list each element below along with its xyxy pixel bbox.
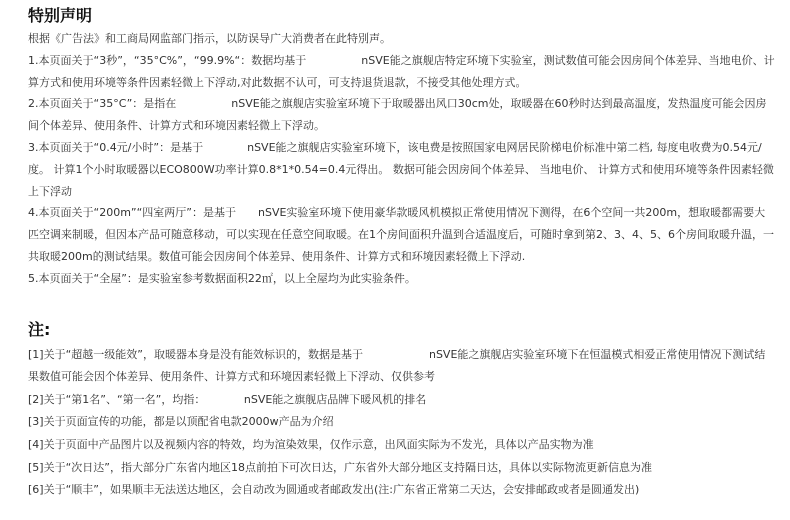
statement-item-5: 5.本页面关于“全屋”：是实验室参考数据面积22㎡，以上全屋均为此实验条件。	[28, 271, 416, 285]
note-item-1: [1]关于“超越一级能效”，取暖器本身是没有能效标识的，数据是基于 nSVE能之旗舰店实验室环境下在恒温模式相爱正常使用情况下测试结果数值可能会因个体差异、使用条件、计算方式和环境因素轻微上下浮动、仅供参考	[28, 347, 766, 384]
note-item-6: [6]关于“顺丰”，如果顺丰无法送达地区，会自动改为圆通或者邮政发出(注:广东省正常第二天达，会安排邮政或者是圆通发出)	[28, 483, 640, 497]
statement-item-1: 1.本页面关于“3秒”，“35°C%”，“99.9%“：数据均基于 nSVE能之旗舰店特定环境下实验室，测试数值可能会因房间个体差异、当地电价、计算方式和使用环境等条件因素轻微上下浮动,对此数据不认可，可支持退货退款，不接受其他处理方式。	[28, 53, 775, 89]
statement-intro: 根据《广告法》和工商局网监部门指示，以防误导广大消费者在此特別声。	[28, 32, 391, 45]
statement-item-2: 2.本页面关于“35°C”：是指在 nSVE能之旗舰店实验室环境下于取暖器出风口30cm处，取暖器在60秒时达到最高温度，发热温度可能会因房间个体差异、使用条件、计算方式和环境因素轻微上下浮动。	[28, 97, 767, 133]
note-item-2: [2]关于“第1名”、“第一名”，均指： nSVE能之旗舰店品牌下暖风机的排名	[28, 392, 427, 406]
note-item-3: [3]关于页面宣传的功能，都是以顶配省电款2000w产品为介绍	[28, 415, 334, 429]
notes-section	[28, 320, 776, 502]
special-statement-title: 特别声明	[28, 6, 93, 25]
note-item-5: [5]关于“次日达”，指大部分广东省内地区18点前拍下可次日达，广东省外大部分地区支持隔日达，具体以实际物流更新信息为准	[28, 460, 652, 474]
statement-item-3: 3.本页面关于“0.4元/小时”：是基于 nSVE能之旗舰店实验室环境下，该电费是按照国家电网居民阶梯电价标准中第二档, 每度电收费为0.54元/度。 计算1个小时取暖器以ECO800W功率计算0.8*1*0.54=0.4元得出。 数据可能会因房间个体差异、 当地电价、 计算方式和使用环境等条件因素轻微上下浮动	[28, 140, 774, 198]
notes-title: 注:	[28, 319, 51, 339]
statement-item-4: 4.本页面关于“200m”“四室两厅”：是基于 nSVE实验室环境下使用豪华款暖风机模拟正常使用情况下测得，在6个空间一共200m，想取暖都需要大匹空调来制暖，但因本产品可随意移动，可以实现在任意空间取暖。在1个房间面积升温到合适温度后，可随时拿到第2、3、4、5、6个房间取暖升温，一共取暖200m的测试结果。数值可能会因房间个体差异、使用条件、计算方式和环境因素轻微上下浮动.	[28, 206, 774, 263]
special-statement-section	[28, 6, 776, 290]
note-item-4: [4]关于页面中产品图片以及视频内容的特效，均为渲染效果，仅作示意，出风面实际为不发光，具体以产品实物为准	[28, 437, 594, 451]
